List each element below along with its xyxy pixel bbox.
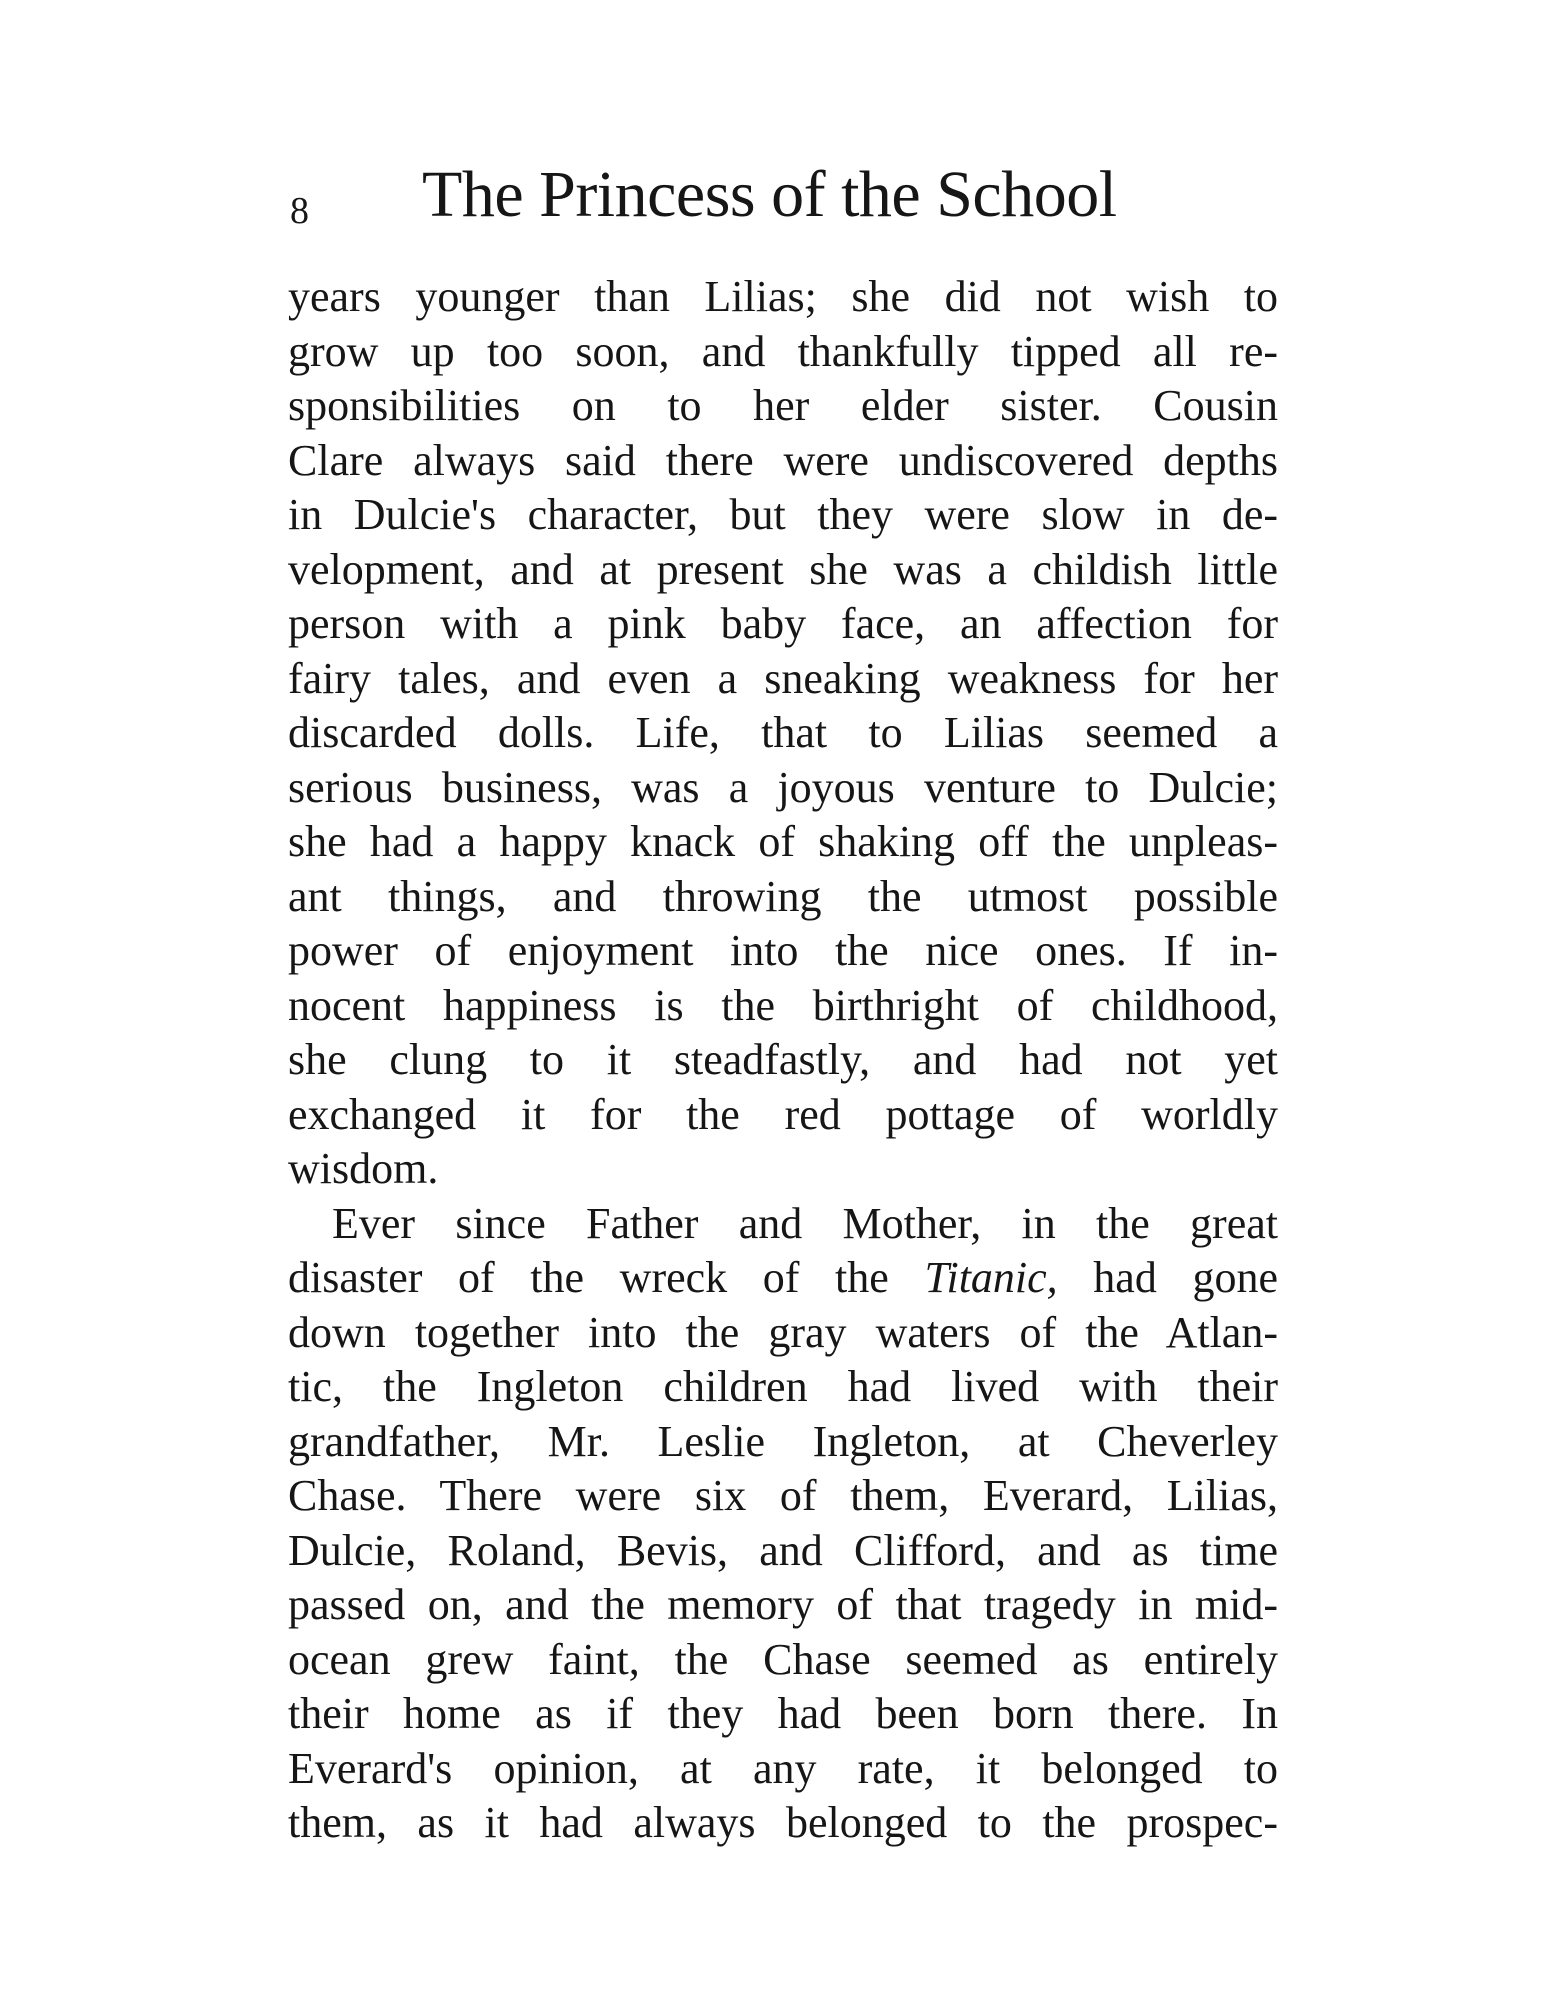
text-line: Ever since Father and Mother, in the great <box>332 1198 1278 1248</box>
text-line: down together into the gray waters of the Atlan- <box>288 1307 1278 1357</box>
text-line: fairy tales, and even a sneaking weakness for her <box>288 653 1278 703</box>
text-line: power of enjoyment into the nice ones. If in- <box>288 926 1278 975</box>
text-line: velopment, and at present she was a childish little <box>288 544 1278 594</box>
paragraph <box>288 1197 1278 1851</box>
text-line: she had a happy knack of shaking off the unpleas- <box>288 817 1278 866</box>
page-header <box>290 158 1290 252</box>
text-line: years younger than Lilias; she did not wish to <box>288 272 1278 321</box>
body-text <box>288 270 1278 1851</box>
text-segment: disaster of the wreck of the <box>288 1253 925 1302</box>
page-number: 8 <box>290 190 309 232</box>
text-line: Clare always said there were undiscovered depths <box>288 435 1278 485</box>
text-line: Dulcie, Roland, Bevis, and Clifford, and as time <box>288 1525 1278 1575</box>
text-line: ant things, and throwing the utmost possible <box>288 871 1278 921</box>
text-line: grandfather, Mr. Leslie Ingleton, at Cheverley <box>288 1416 1278 1466</box>
ship-name: Titanic, <box>924 1253 1058 1302</box>
text-line: sponsibilities on to her elder sister. Cousin <box>288 381 1278 430</box>
text-line: tic, the Ingleton children had lived with their <box>288 1362 1278 1411</box>
text-line: person with a pink baby face, an affection for <box>288 599 1278 648</box>
text-line: exchanged it for the red pottage of worldly <box>288 1089 1278 1139</box>
text-segment: had gone <box>1057 1253 1278 1302</box>
text-line: ocean grew faint, the Chase seemed as entirely <box>288 1634 1278 1684</box>
text-line <box>288 1251 1278 1306</box>
text-line: she clung to it steadfastly, and had not yet <box>288 1035 1278 1084</box>
text-line: wisdom. <box>288 1144 439 1193</box>
text-line: Everard's opinion, at any rate, it belonged to <box>288 1743 1278 1793</box>
text-line: discarded dolls. Life, that to Lilias seemed a <box>288 708 1278 757</box>
text-line: Chase. There were six of them, Everard, Lilias, <box>288 1471 1278 1520</box>
text-line: nocent happiness is the birthright of childhood, <box>288 980 1278 1030</box>
text-line: their home as if they had been born there. In <box>288 1689 1278 1738</box>
text-line: serious business, was a joyous venture to Dulcie; <box>288 762 1278 812</box>
text-line: grow up too soon, and thankfully tipped all re- <box>288 326 1278 376</box>
text-line: in Dulcie's character, but they were slow in de- <box>288 490 1278 539</box>
text-line: passed on, and the memory of that tragedy in mid- <box>288 1580 1278 1629</box>
text-line: them, as it had always belonged to the prospec- <box>288 1798 1278 1847</box>
paragraph <box>288 270 1278 1197</box>
running-title: The Princess of the School <box>422 158 1117 231</box>
